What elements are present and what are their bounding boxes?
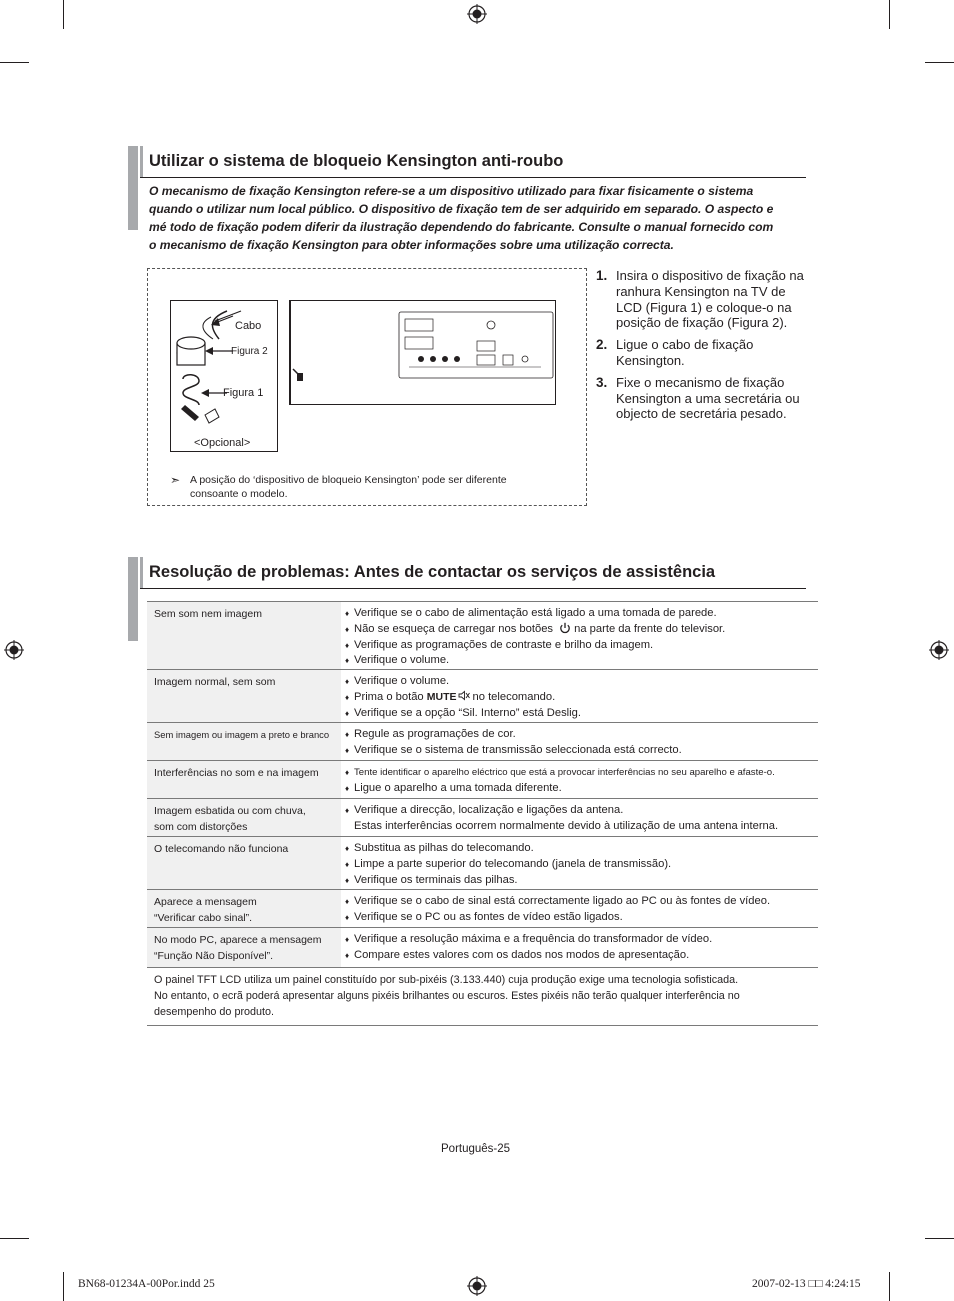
tv-connectors-illustration [291, 301, 555, 404]
intro-paragraph [149, 182, 805, 254]
table-row [147, 837, 818, 890]
step-item [596, 375, 811, 422]
label-figura1: Figura 1 [223, 387, 264, 399]
note-line: O painel TFT LCD utiliza um painel constituído por sub-pixéis (3.133.440) cuja produção exige uma tecnologia sofisticada. [154, 974, 739, 986]
table-row [147, 602, 818, 670]
problem-line: O telecomando não funciona [154, 843, 289, 855]
label-opcional: <Opcional> [194, 437, 251, 449]
section-rule [140, 588, 806, 589]
label-figura2: Figura 2 [231, 346, 268, 357]
solution-cell [345, 928, 818, 967]
solution-text: Prima o botão [354, 690, 424, 703]
problem-line: som com distorções [154, 821, 248, 833]
table-row [147, 723, 818, 761]
intro-line: mé todo de fixação podem diferir da ilustração dependendo do fabricante. Consulte o manual fornecido com [149, 220, 774, 234]
tv-rear-panel [289, 300, 556, 405]
problem-text [154, 606, 340, 622]
solution-item: ♦ Verifique se o sistema de transmissão seleccionada está correcto. [345, 743, 818, 759]
intro-line: o mecanismo de fixação Kensington para obter informações sobre uma utilização correcta. [149, 238, 674, 252]
solution-cell [345, 761, 818, 800]
problem-text [154, 727, 340, 743]
intro-line: quando o utilizar num local público. O dispositivo de fixação tem de ser adquirido em separado. O aspecto e [149, 202, 774, 216]
note-line: desempenho do produto. [154, 1006, 275, 1018]
section-accent-bar [128, 557, 138, 641]
solution-text: Não se esqueça de carregar nos botões [354, 622, 554, 635]
solution-item: ♦ Verifique se o cabo de sinal está correctamente ligado ao PC ou às fontes de vídeo. [345, 894, 818, 910]
section-accent-bar [140, 146, 143, 178]
solution-cell [345, 602, 818, 672]
problem-line: No modo PC, aparece a mensagem [154, 934, 322, 946]
problem-line: Aparece a mensagem [154, 896, 257, 908]
table-row [147, 890, 818, 928]
problem-text [154, 841, 340, 857]
solution-item: ♦ Verifique os terminais das pilhas. [345, 873, 818, 889]
solution-item: ♦ Limpe a parte superior do telecomando (janela de transmissão). [345, 857, 818, 873]
step-item [596, 337, 811, 369]
crop-mark [63, 0, 64, 29]
table-row [147, 799, 818, 837]
solution-cell [345, 799, 818, 838]
solution-cell [345, 723, 818, 762]
step-number: 3. [596, 374, 608, 390]
solution-cell [345, 670, 818, 724]
label-cabo: Cabo [235, 320, 262, 332]
solution-item: ♦ Tente identificar o aparelho eléctrico que está a provocar interferências no seu aparelho e afaste-o. [345, 765, 818, 781]
power-icon [559, 622, 571, 634]
intro-line: O mecanismo de fixação Kensington refere-se a um dispositivo utilizado para fixar fisicamente o sistema [149, 184, 754, 198]
crop-mark [889, 1272, 890, 1301]
figure-note [190, 473, 570, 501]
step-number: 2. [596, 337, 608, 353]
solution-item: ♦ Substitua as pilhas do telecomando. [345, 841, 818, 857]
section-title: Resolução de problemas: Antes de contactar os serviços de assistência [149, 563, 716, 581]
crop-mark [0, 62, 29, 63]
solution-item: ♦ Regule as programações de cor. [345, 727, 818, 743]
section-accent-bar [128, 146, 138, 230]
solution-item: ♦ Verifique o volume. [345, 674, 818, 690]
problem-text [154, 765, 340, 781]
step-text: Ligue o cabo de fixação Kensington. [616, 337, 754, 368]
lcd-panel-note [147, 968, 818, 1026]
steps-list [596, 268, 811, 428]
figure-note-line: consoante o modelo. [190, 488, 288, 500]
solution-item: ♦ Verifique se a opção “Sil. Interno” está Deslig. [345, 706, 818, 722]
solution-item: Estas interferências ocorrem normalmente devido à utilização de uma antena interna. [354, 819, 779, 832]
step-number: 1. [596, 268, 608, 283]
step-text: Insira o dispositivo de fixação na ranhura Kensington na TV de LCD (Figura 1) e coloque-o na posição de fixação (Figura 2). [616, 268, 804, 331]
solution-item: ♦ Verifique se o PC ou as fontes de vídeo estão ligados. [345, 910, 818, 926]
registration-mark-icon [467, 1276, 487, 1296]
solution-cell [345, 890, 818, 929]
troubleshooting-table [147, 601, 818, 1026]
problem-text [154, 894, 340, 926]
crop-mark [889, 0, 890, 29]
problem-text [154, 803, 340, 835]
solution-item [345, 690, 818, 706]
solution-item: ♦ Verifique as programações de contraste e brilho da imagem. [345, 638, 818, 654]
mute-label: MUTE [426, 690, 457, 703]
problem-text [154, 932, 340, 964]
crop-mark [925, 1238, 954, 1239]
problem-line: “Função Não Disponível”. [154, 950, 274, 962]
solution-item: ♦ Verifique o volume. [345, 653, 818, 669]
section-accent-bar [140, 557, 143, 589]
registration-mark-icon [467, 4, 487, 24]
solution-text: na parte da frente do televisor. [574, 622, 726, 635]
problem-text [154, 674, 340, 690]
mute-icon [458, 690, 470, 701]
registration-mark-icon [929, 640, 949, 660]
lock-illustration [170, 300, 278, 452]
step-item [596, 268, 811, 331]
problem-line: Sem som nem imagem [154, 608, 262, 620]
table-row [147, 761, 818, 799]
solution-item [345, 622, 818, 638]
problem-line: Interferências no som e na imagem [154, 767, 319, 779]
solution-item: ♦ Verifique a direcção, localização e ligações da antena. [345, 803, 818, 819]
solution-item: ♦ Compare estes valores com os dados nos modos de apresentação. [345, 948, 818, 964]
date-slug: 2007-02-13 □□ 4:24:15 [752, 1278, 861, 1290]
file-slug: BN68-01234A-00Por.indd 25 [78, 1278, 215, 1290]
step-text: Fixe o mecanismo de fixação Kensington a uma secretária ou objecto de secretária pesado. [616, 374, 800, 422]
solution-item: ♦ Verifique se o cabo de alimentação está ligado a uma tomada de parede. [345, 606, 818, 622]
solution-item: ♦ Verifique a resolução máxima e a frequência do transformador de vídeo. [345, 932, 818, 948]
page-number: Português-25 [441, 1143, 511, 1155]
table-row [147, 670, 818, 723]
section-rule [140, 177, 806, 178]
problem-line: Sem imagem ou imagem a preto e branco [154, 729, 330, 740]
crop-mark [0, 1238, 29, 1239]
problem-line: “Verificar cabo sinal”. [154, 912, 253, 924]
crop-mark [63, 1272, 64, 1301]
solution-text: no telecomando. [472, 690, 556, 703]
solution-item: ♦ Ligue o aparelho a uma tomada diferente. [345, 781, 818, 797]
note-line: No entanto, o ecrã poderá apresentar alguns pixéis brilhantes ou escuros. Estes pixéis não terão qualquer interferência no [154, 990, 740, 1002]
section-title: Utilizar o sistema de bloqueio Kensington anti-roubo [149, 152, 564, 170]
figure-note-line: A posição do ‘dispositivo de bloqueio Kensington’ pode ser diferente [190, 474, 507, 486]
kensington-figure [147, 268, 587, 506]
problem-line: Imagem normal, sem som [154, 676, 276, 688]
crop-mark [925, 62, 954, 63]
problem-line: Imagem esbatida ou com chuva, [154, 805, 306, 817]
note-arrow-icon: ➣ [170, 473, 181, 487]
solution-cell [345, 837, 818, 891]
table-row [147, 928, 818, 968]
registration-mark-icon [4, 640, 24, 660]
